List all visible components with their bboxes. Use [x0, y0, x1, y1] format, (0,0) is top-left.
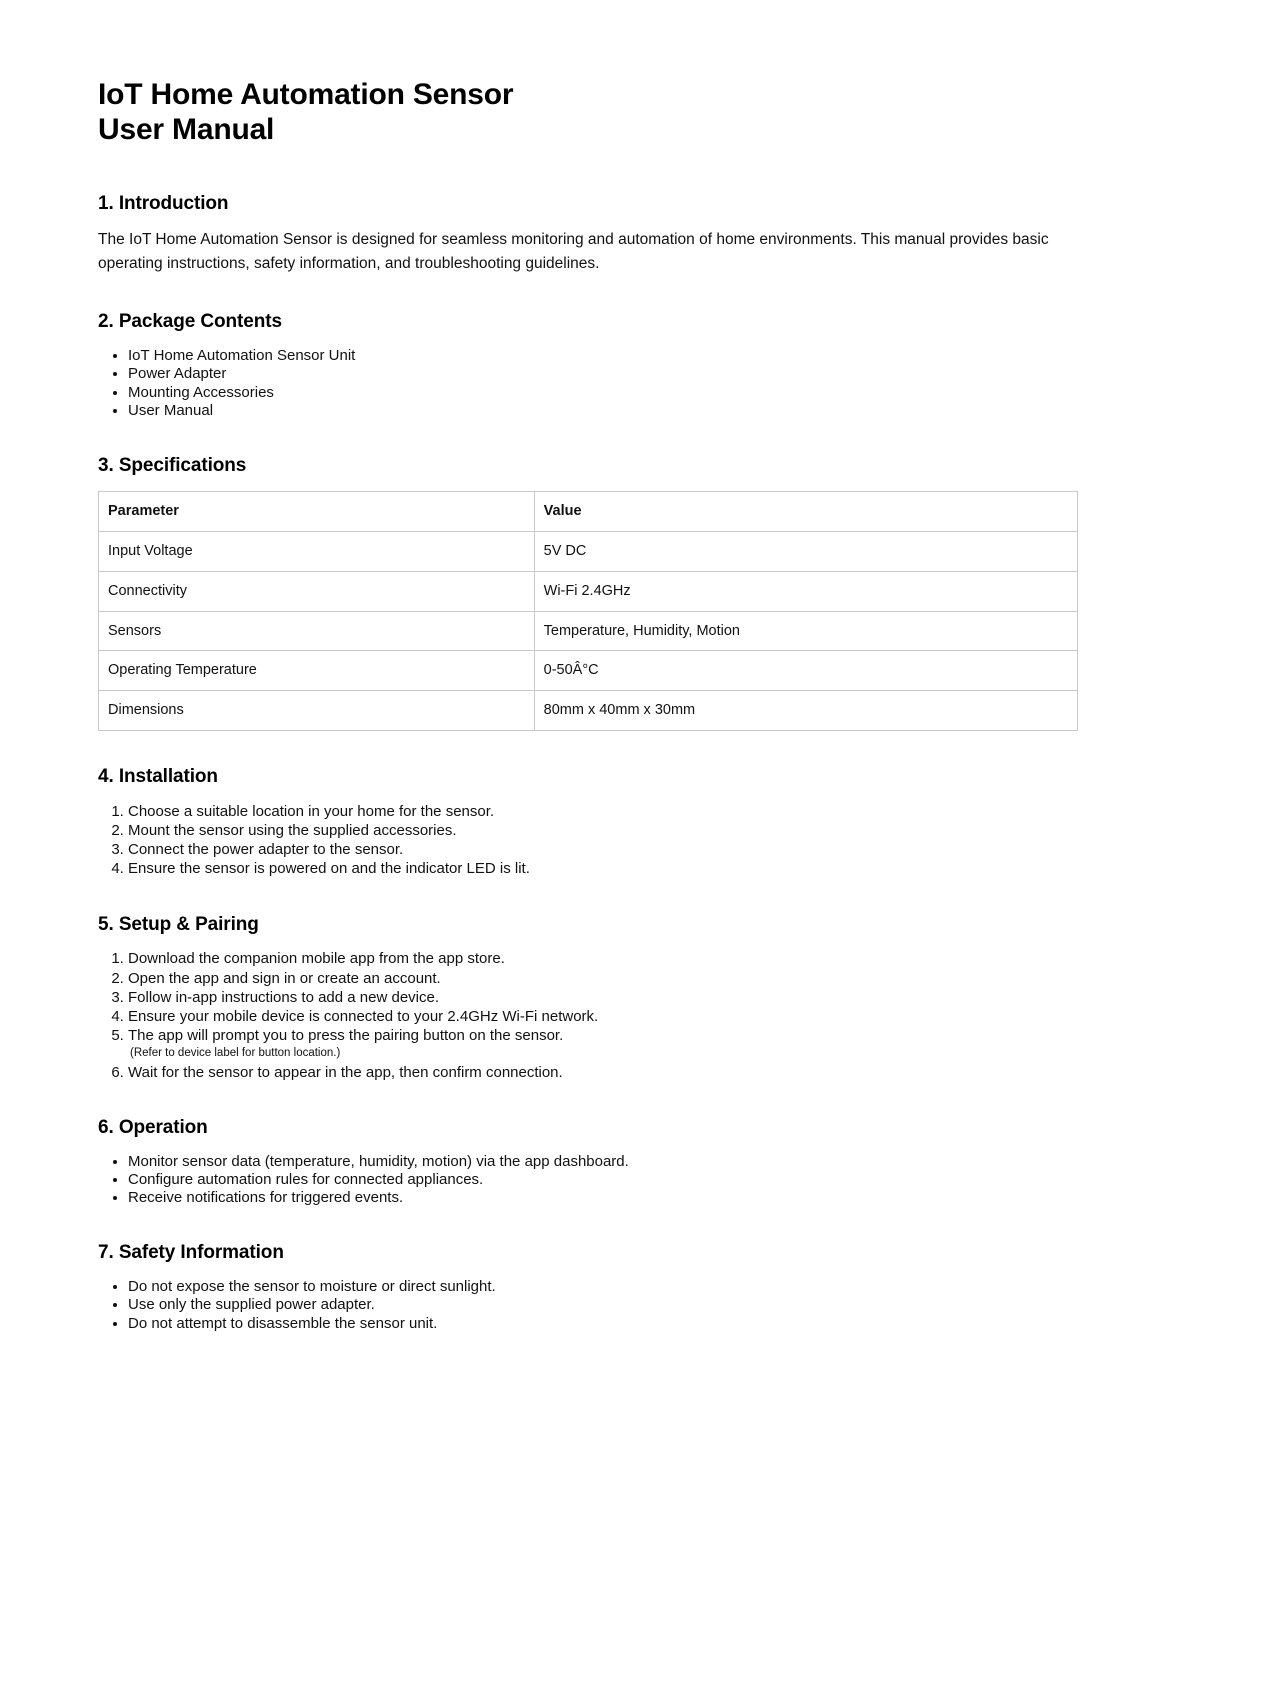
- page-title-line-1: IoT Home Automation Sensor: [98, 78, 514, 111]
- pairing-button-note: (Refer to device label for button location.): [130, 1047, 341, 1060]
- table-row: [99, 571, 1078, 611]
- safety-information-list: [98, 1278, 1165, 1333]
- list-item: • Use only the supplied power adapter.: [128, 1296, 1165, 1314]
- heading-specifications: 3. Specifications: [98, 455, 247, 477]
- table-row: [99, 611, 1078, 651]
- section-operation: [98, 1116, 1165, 1208]
- section-package-contents: [98, 310, 1165, 420]
- setup-pairing-steps-list: [98, 949, 1165, 1081]
- page-title: [98, 78, 1165, 148]
- table-cell-parameter: Dimensions: [99, 691, 535, 731]
- table-cell-parameter: Sensors: [99, 611, 535, 651]
- table-header-row: [99, 492, 1078, 532]
- list-item: • Do not expose the sensor to moisture or direct sunlight.: [128, 1278, 1165, 1296]
- list-item: • Receive notifications for triggered events.: [128, 1189, 1165, 1207]
- operation-list: [98, 1153, 1165, 1208]
- section-specifications: [98, 454, 1165, 731]
- package-contents-list: [98, 347, 1165, 420]
- list-item: • IoT Home Automation Sensor Unit: [128, 347, 1165, 365]
- table-cell-parameter: Input Voltage: [99, 531, 535, 571]
- table-row: [99, 691, 1078, 731]
- list-item: • Power Adapter: [128, 365, 1165, 383]
- list-item: • Mounting Accessories: [128, 384, 1165, 402]
- list-item: 3. Connect the power adapter to the sensor.: [128, 840, 1165, 859]
- table-row: [99, 531, 1078, 571]
- list-item: 1. Choose a suitable location in your home for the sensor.: [128, 802, 1165, 821]
- heading-safety-information: 7. Safety Information: [98, 1242, 284, 1264]
- table-header-parameter: Parameter: [99, 492, 535, 532]
- list-item: • User Manual: [128, 402, 1165, 420]
- section-introduction: [98, 192, 1165, 277]
- list-item: • Do not attempt to disassemble the sensor unit.: [128, 1315, 1165, 1333]
- list-item: [128, 1026, 1165, 1062]
- table-cell-value: 80mm x 40mm x 30mm: [534, 691, 1077, 731]
- list-item: 6. Wait for the sensor to appear in the app, then confirm connection.: [128, 1063, 1165, 1082]
- section-safety-information: [98, 1241, 1165, 1333]
- specifications-table: [98, 491, 1078, 731]
- table-row: [99, 651, 1078, 691]
- introduction-paragraph: The IoT Home Automation Sensor is designed for seamless monitoring and automation of home environments. This manual provides basic operating instructions, safety information, and troubleshooting guidelines.: [98, 231, 1049, 273]
- table-cell-parameter: Connectivity: [99, 571, 535, 611]
- table-cell-parameter: Operating Temperature: [99, 651, 535, 691]
- heading-package-contents: 2. Package Contents: [98, 311, 282, 333]
- list-item: • Configure automation rules for connected appliances.: [128, 1171, 1165, 1189]
- table-cell-value: 0-50Â°C: [534, 651, 1077, 691]
- list-item: 2. Open the app and sign in or create an account.: [128, 969, 1165, 988]
- section-installation: [98, 765, 1165, 879]
- heading-setup-pairing: 5. Setup & Pairing: [98, 913, 259, 935]
- section-setup-pairing: [98, 913, 1165, 1082]
- table-cell-value: Temperature, Humidity, Motion: [534, 611, 1077, 651]
- list-item: • Monitor sensor data (temperature, humidity, motion) via the app dashboard.: [128, 1153, 1165, 1171]
- list-item: 1. Download the companion mobile app from the app store.: [128, 949, 1165, 968]
- table-cell-value: 5V DC: [534, 531, 1077, 571]
- list-item-text: The app will prompt you to press the pairing button on the sensor.: [128, 1027, 564, 1045]
- table-header-value: Value: [534, 492, 1077, 532]
- heading-installation: 4. Installation: [98, 766, 218, 788]
- table-cell-value: Wi-Fi 2.4GHz: [534, 571, 1077, 611]
- list-item: 3. Follow in-app instructions to add a new device.: [128, 988, 1165, 1007]
- heading-introduction: 1. Introduction: [98, 192, 229, 214]
- list-item: 4. Ensure your mobile device is connected to your 2.4GHz Wi-Fi network.: [128, 1007, 1165, 1026]
- list-item: 2. Mount the sensor using the supplied accessories.: [128, 821, 1165, 840]
- installation-steps-list: [98, 802, 1165, 879]
- list-item: 4. Ensure the sensor is powered on and the indicator LED is lit.: [128, 859, 1165, 878]
- heading-operation: 6. Operation: [98, 1116, 208, 1138]
- page-title-line-2: User Manual: [98, 112, 275, 146]
